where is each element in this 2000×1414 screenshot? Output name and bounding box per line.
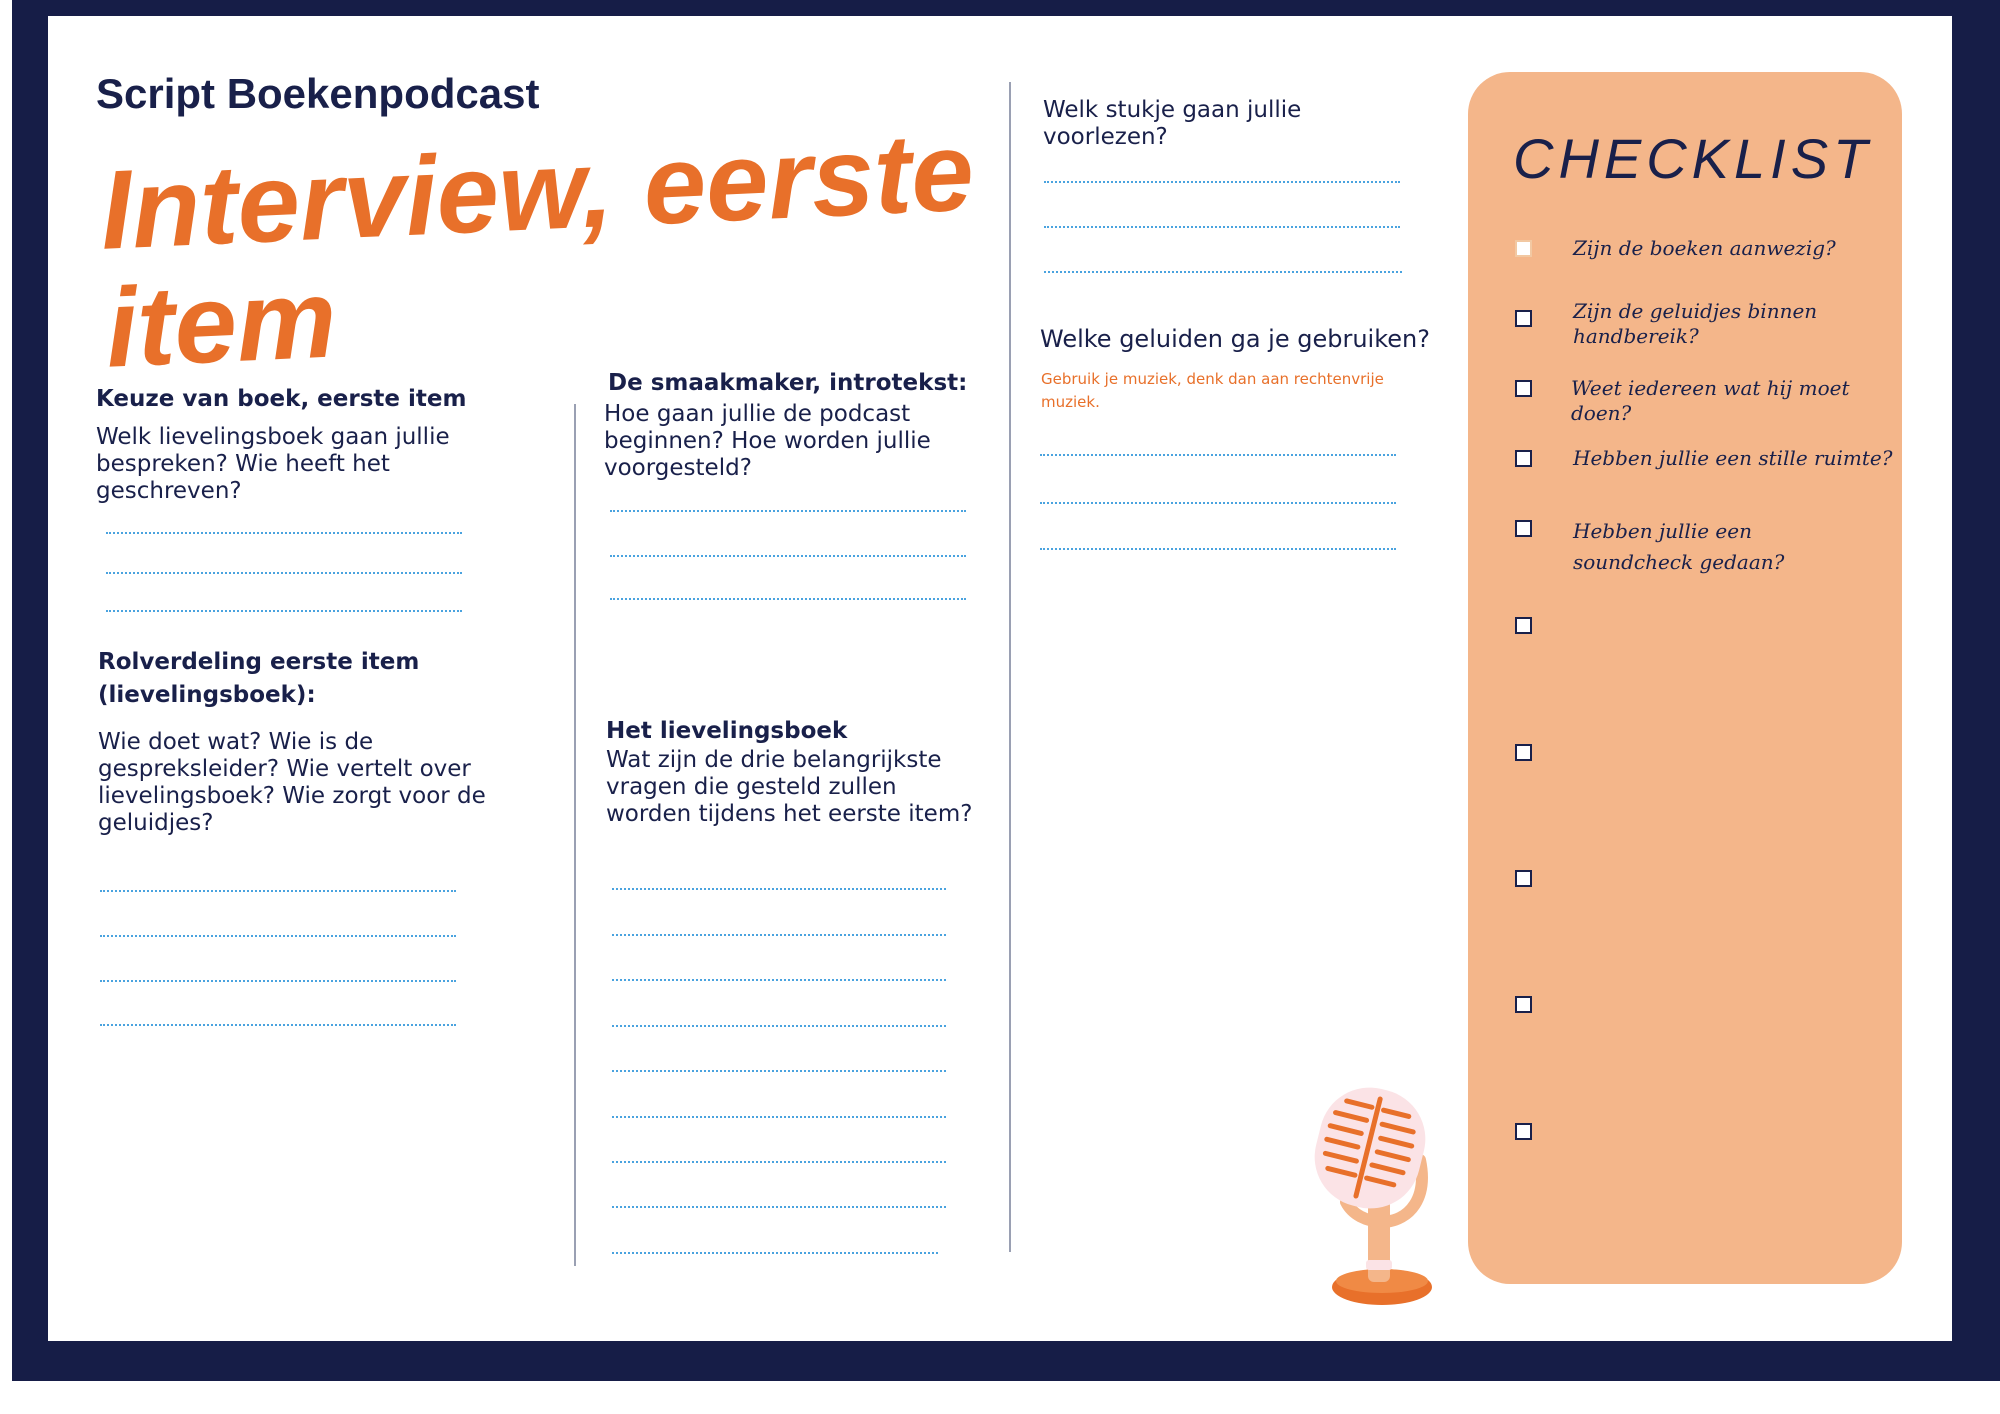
smaakmaker-answer-line-2[interactable]	[610, 555, 966, 557]
rolverdeling-answer-line-4[interactable]	[100, 1024, 456, 1026]
lievelingsboek-answer-line-5[interactable]	[612, 1070, 946, 1072]
smaakmaker-heading: De smaakmaker, introtekst:	[608, 370, 968, 396]
voorlezen-answer-line-1[interactable]	[1044, 181, 1400, 183]
geluiden-answer-line-3[interactable]	[1040, 548, 1396, 550]
checklist-title: CHECKLIST	[1513, 127, 1873, 190]
page-title-line2: item	[103, 255, 339, 391]
smaakmaker-answer-line-3[interactable]	[610, 598, 966, 600]
geluiden-question: Welke geluiden ga je gebruiken?	[1040, 325, 1430, 353]
rolverdeling-question: Wie doet wat? Wie is de gespreksleider? Wie vertelt over lievelingsboek? Wie zorgt voor de geluidjes?	[98, 729, 486, 836]
keuze-answer-line-3[interactable]	[106, 610, 462, 612]
checklist-checkbox-2[interactable]	[1515, 310, 1532, 327]
voorlezen-question: Welk stukje gaan jullie voorlezen?	[1043, 97, 1302, 150]
smaakmaker-answer-line-1[interactable]	[610, 510, 966, 512]
geluiden-answer-line-2[interactable]	[1040, 502, 1396, 504]
keuze-answer-line-2[interactable]	[106, 572, 462, 574]
checklist-checkbox-8[interactable]	[1515, 870, 1532, 887]
microphone-icon	[1300, 1080, 1460, 1320]
checklist-checkbox-4[interactable]	[1515, 450, 1532, 467]
checklist-checkbox-5[interactable]	[1515, 520, 1532, 537]
lievelingsboek-answer-line-1[interactable]	[612, 888, 946, 890]
column-divider-2	[1009, 82, 1011, 1252]
lievelingsboek-heading: Het lievelingsboek	[606, 718, 848, 744]
keuze-heading: Keuze van boek, eerste item	[96, 386, 467, 412]
lievelingsboek-answer-line-6[interactable]	[612, 1116, 946, 1118]
keuze-answer-line-1[interactable]	[106, 532, 462, 534]
rolverdeling-answer-line-1[interactable]	[100, 890, 456, 892]
page-title-line1: Interview, eerste	[97, 108, 977, 273]
smaakmaker-question: Hoe gaan jullie de podcast beginnen? Hoe worden jullie voorgesteld?	[604, 401, 931, 481]
checklist-checkbox-7[interactable]	[1515, 744, 1532, 761]
voorlezen-answer-line-2[interactable]	[1044, 226, 1400, 228]
checklist-item-3: Weet iedereen wat hij moet doen?	[1571, 376, 1850, 425]
geluiden-note: Gebruik je muziek, denk dan aan rechtenvrije muziek.	[1041, 370, 1384, 411]
rolverdeling-answer-line-3[interactable]	[100, 980, 456, 982]
checklist-checkbox-6[interactable]	[1515, 617, 1532, 634]
checklist-checkbox-9[interactable]	[1515, 996, 1532, 1013]
keuze-question: Welk lievelingsboek gaan jullie bespreken? Wie heeft het geschreven?	[96, 424, 450, 504]
lievelingsboek-answer-line-4[interactable]	[612, 1025, 946, 1027]
voorlezen-answer-line-3[interactable]	[1044, 271, 1402, 273]
checklist-item-5: Hebben jullie een soundcheck gedaan?	[1573, 519, 1785, 574]
checklist-checkbox-1[interactable]	[1515, 240, 1532, 257]
rolverdeling-answer-line-2[interactable]	[100, 935, 456, 937]
lievelingsboek-answer-line-3[interactable]	[612, 979, 946, 981]
checklist-checkbox-10[interactable]	[1515, 1123, 1532, 1140]
rolverdeling-heading: Rolverdeling eerste item (lievelingsboek):	[98, 649, 420, 708]
lievelingsboek-answer-line-7[interactable]	[612, 1161, 946, 1163]
page-subtitle: Script Boekenpodcast	[96, 70, 540, 117]
checklist-item-4: Hebben jullie een stille ruimte?	[1573, 446, 1893, 470]
lievelingsboek-answer-line-2[interactable]	[612, 934, 946, 936]
column-divider-1	[574, 404, 576, 1266]
page-title	[97, 108, 1008, 391]
geluiden-answer-line-1[interactable]	[1040, 454, 1396, 456]
checklist-checkbox-3[interactable]	[1515, 380, 1532, 397]
lievelingsboek-answer-line-8[interactable]	[612, 1206, 946, 1208]
lievelingsboek-answer-line-9[interactable]	[612, 1252, 938, 1254]
checklist-item-1: Zijn de boeken aanwezig?	[1573, 236, 1836, 260]
lievelingsboek-question: Wat zijn de drie belangrijkste vragen die gesteld zullen worden tijdens het eerste item?	[606, 747, 973, 827]
checklist-item-2: Zijn de geluidjes binnen handbereik?	[1573, 299, 1818, 348]
